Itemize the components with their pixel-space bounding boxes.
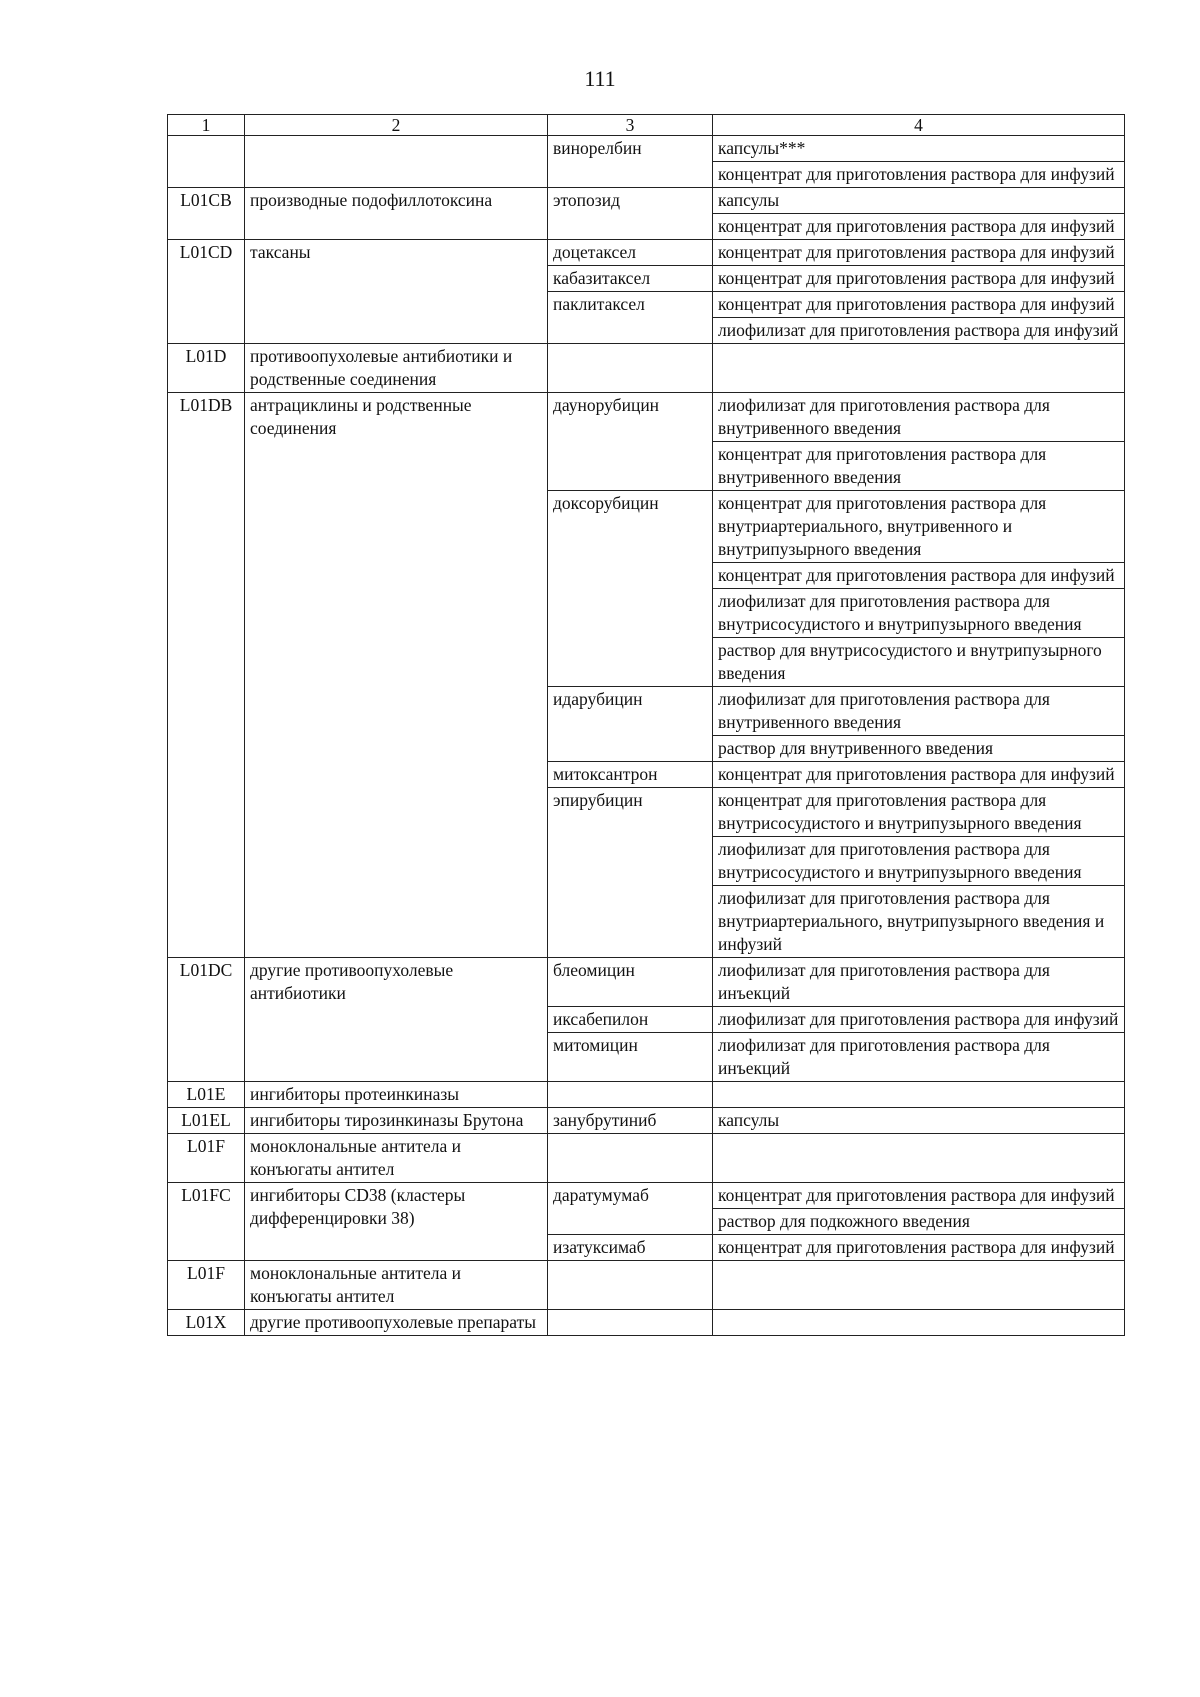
drug-name: изатуксимаб — [548, 1235, 713, 1261]
dosage-form: капсулы — [713, 188, 1125, 214]
dosage-form: лиофилизат для приготовления раствора для внутривенного введения — [713, 393, 1125, 442]
group-name: ингибиторы протеинкиназы — [245, 1082, 548, 1108]
table-row — [168, 136, 1125, 162]
dosage-form — [713, 1134, 1125, 1183]
group-name: моноклональные антитела и конъюгаты антител — [245, 1134, 548, 1183]
dosage-form: раствор для внутривенного введения — [713, 736, 1125, 762]
dosage-form: концентрат для приготовления раствора для внутриартериального, внутривенного и внутрипузырного введения — [713, 491, 1125, 563]
dosage-form: лиофилизат для приготовления раствора для внутривенного введения — [713, 687, 1125, 736]
drug-name: кабазитаксел — [548, 266, 713, 292]
atc-code: L01DC — [168, 958, 245, 1082]
dosage-form: лиофилизат для приготовления раствора для инъекций — [713, 1033, 1125, 1082]
group-name: моноклональные антитела и конъюгаты антител — [245, 1261, 548, 1310]
dosage-form: концентрат для приготовления раствора для инфузий — [713, 240, 1125, 266]
drug-name: митоксантрон — [548, 762, 713, 788]
dosage-form: лиофилизат для приготовления раствора для инъекций — [713, 958, 1125, 1007]
dosage-form: капсулы*** — [713, 136, 1125, 162]
dosage-form: капсулы — [713, 1108, 1125, 1134]
dosage-form: лиофилизат для приготовления раствора для внутрисосудистого и внутрипузырного введения — [713, 837, 1125, 886]
drug-name: иксабепилон — [548, 1007, 713, 1033]
dosage-form — [713, 1310, 1125, 1336]
dosage-form: концентрат для приготовления раствора для инфузий — [713, 1183, 1125, 1209]
drug-name: даунорубицин — [548, 393, 713, 491]
dosage-form: концентрат для приготовления раствора для инфузий — [713, 762, 1125, 788]
drug-name — [548, 344, 713, 393]
atc-code: L01CB — [168, 188, 245, 240]
drug-name: этопозид — [548, 188, 713, 240]
drug-name: даратумумаб — [548, 1183, 713, 1235]
table-row — [168, 1108, 1125, 1134]
header-col-2: 2 — [245, 115, 548, 136]
atc-code — [168, 136, 245, 188]
table-row — [168, 958, 1125, 1007]
group-name: противоопухолевые антибиотики и родственные соединения — [245, 344, 548, 393]
dosage-form — [713, 1261, 1125, 1310]
dosage-form: лиофилизат для приготовления раствора для инфузий — [713, 1007, 1125, 1033]
group-name: другие противоопухолевые препараты — [245, 1310, 548, 1336]
drug-name: эпирубицин — [548, 788, 713, 958]
dosage-form: концентрат для приготовления раствора для инфузий — [713, 1235, 1125, 1261]
group-name: другие противоопухолевые антибиотики — [245, 958, 548, 1082]
dosage-form: концентрат для приготовления раствора для внутрисосудистого и внутрипузырного введения — [713, 788, 1125, 837]
table-row — [168, 1261, 1125, 1310]
dosage-form: лиофилизат для приготовления раствора для инфузий — [713, 318, 1125, 344]
page-number: 111 — [584, 66, 616, 91]
dosage-form — [713, 344, 1125, 393]
header-col-3: 3 — [548, 115, 713, 136]
atc-code: L01EL — [168, 1108, 245, 1134]
atc-code: L01D — [168, 344, 245, 393]
table-row — [168, 1082, 1125, 1108]
group-name: ингибиторы тирозинкиназы Брутона — [245, 1108, 548, 1134]
header-col-1: 1 — [168, 115, 245, 136]
table-row — [168, 1134, 1125, 1183]
drug-name — [548, 1261, 713, 1310]
group-name: таксаны — [245, 240, 548, 344]
dosage-form: концентрат для приготовления раствора для внутривенного введения — [713, 442, 1125, 491]
table-row — [168, 188, 1125, 214]
drug-table — [167, 114, 1125, 1336]
dosage-form: лиофилизат для приготовления раствора для внутрисосудистого и внутрипузырного введения — [713, 589, 1125, 638]
dosage-form: раствор для внутрисосудистого и внутрипузырного введения — [713, 638, 1125, 687]
atc-code: L01E — [168, 1082, 245, 1108]
table-row — [168, 1310, 1125, 1336]
atc-code: L01F — [168, 1134, 245, 1183]
table-body — [168, 115, 1125, 1336]
atc-code: L01F — [168, 1261, 245, 1310]
dosage-form: концентрат для приготовления раствора для инфузий — [713, 214, 1125, 240]
atc-code: L01DB — [168, 393, 245, 958]
drug-name — [548, 1134, 713, 1183]
header-col-4: 4 — [713, 115, 1125, 136]
drug-name: паклитаксел — [548, 292, 713, 344]
group-name: ингибиторы CD38 (кластеры дифференцировки 38) — [245, 1183, 548, 1261]
atc-code: L01FC — [168, 1183, 245, 1261]
drug-name: винорелбин — [548, 136, 713, 188]
drug-name: блеомицин — [548, 958, 713, 1007]
drug-name — [548, 1082, 713, 1108]
dosage-form: раствор для подкожного введения — [713, 1209, 1125, 1235]
dosage-form: концентрат для приготовления раствора для инфузий — [713, 563, 1125, 589]
dosage-form: концентрат для приготовления раствора для инфузий — [713, 162, 1125, 188]
drug-name: доксорубицин — [548, 491, 713, 687]
table-row — [168, 344, 1125, 393]
dosage-form: лиофилизат для приготовления раствора для внутриартериального, внутрипузырного введения и инфузий — [713, 886, 1125, 958]
drug-name: митомицин — [548, 1033, 713, 1082]
dosage-form: концентрат для приготовления раствора для инфузий — [713, 292, 1125, 318]
drug-name — [548, 1310, 713, 1336]
table-row — [168, 1183, 1125, 1209]
drug-name: доцетаксел — [548, 240, 713, 266]
table-row — [168, 240, 1125, 266]
group-name: антрациклины и родственные соединения — [245, 393, 548, 958]
drug-name: занубрутиниб — [548, 1108, 713, 1134]
atc-code: L01CD — [168, 240, 245, 344]
drug-name: идарубицин — [548, 687, 713, 762]
dosage-form: концентрат для приготовления раствора для инфузий — [713, 266, 1125, 292]
group-name: производные подофиллотоксина — [245, 188, 548, 240]
table-row — [168, 393, 1125, 442]
group-name — [245, 136, 548, 188]
atc-code: L01X — [168, 1310, 245, 1336]
dosage-form — [713, 1082, 1125, 1108]
header-row — [168, 115, 1125, 136]
